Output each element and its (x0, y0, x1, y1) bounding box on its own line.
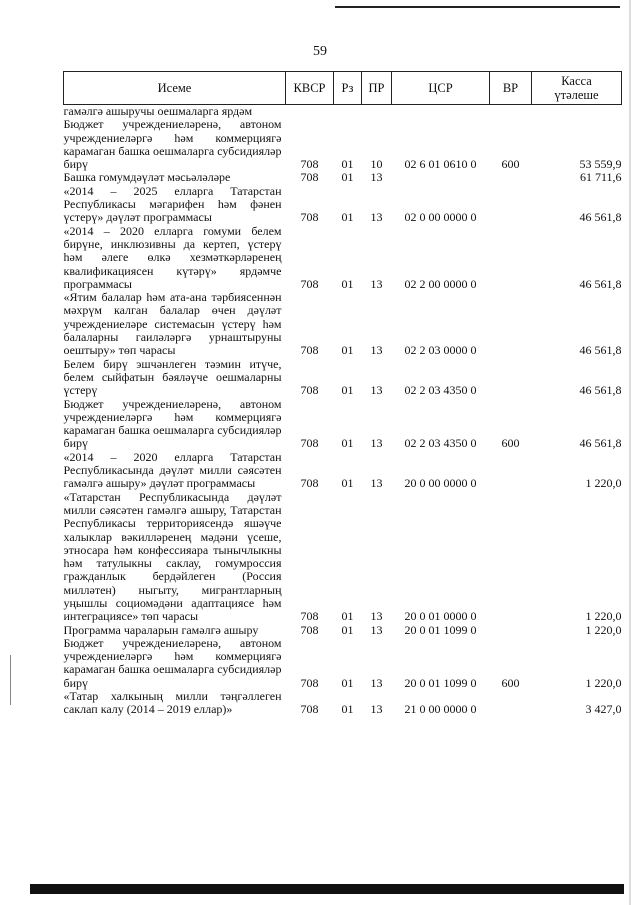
row-csr: 02 2 03 4350 0 (404, 436, 477, 451)
row-kassa: 1 220,0 (585, 675, 622, 690)
row-rz: 01 (341, 276, 354, 291)
header-csr: ЦСР (392, 72, 490, 105)
row-csr: 02 2 00 0000 0 (404, 276, 477, 291)
row-csr (392, 105, 490, 119)
row-rz: 01 (341, 476, 354, 491)
row-csr: 20 0 01 1099 0 (404, 622, 477, 637)
row-csr: 21 0 00 0000 0 (404, 702, 477, 717)
row-rz: 01 (341, 702, 354, 717)
row-rz: 01 (341, 622, 354, 637)
row-vr (490, 105, 532, 119)
row-csr: 20 0 00 0000 0 (404, 476, 477, 491)
row-kassa: 61 711,6 (579, 170, 622, 185)
row-kvsr: 708 (300, 476, 319, 491)
row-kvsr: 708 (300, 609, 319, 624)
table-row (64, 171, 622, 184)
row-pr: 13 (370, 210, 383, 225)
row-csr: 02 0 00 0000 0 (404, 210, 477, 225)
row-pr: 13 (370, 609, 383, 624)
header-pr: ПР (362, 72, 392, 105)
row-vr: 600 (501, 675, 520, 690)
row-name: Белем бирү эшчәнлеген тәэмин итүче, белем сыйфатын бәяләүче оешмаларны үстерү (63, 356, 282, 398)
row-csr: 20 0 01 1099 0 (404, 675, 477, 690)
row-vr (490, 690, 532, 717)
row-rz: 01 (341, 157, 354, 172)
row-name: Башка гомумдәүләт мәсьәләләре (63, 170, 231, 185)
row-name: Бюджет учреждениеләренә, автоном учреждениеләргә һәм коммерциягә карамаган башка оешмаларга субсидияләр бирү (63, 635, 282, 690)
margin-mark (10, 655, 11, 705)
row-kassa: 46 561,8 (579, 210, 622, 225)
row-csr (392, 171, 490, 184)
row-vr: 600 (501, 157, 520, 172)
row-vr (490, 491, 532, 624)
row-vr (490, 451, 532, 491)
row-vr: 600 (501, 436, 520, 451)
row-name: «Ятим балалар һәм ата-ана тәрбиясеннән мәхрүм калган балалар өчен дәүләт учреждениеләре системасын үстерү һәм балаларны гаиләләргә урнаштыруны оештыру» төп чарасы (63, 290, 282, 358)
row-rz: 01 (341, 210, 354, 225)
row-vr (490, 624, 532, 637)
row-kvsr: 708 (300, 343, 319, 358)
row-kvsr: 708 (300, 276, 319, 291)
page-number: 59 (313, 44, 327, 59)
row-pr: 10 (370, 157, 383, 172)
row-rz (334, 105, 362, 119)
row-rz: 01 (341, 170, 354, 185)
row-kassa: 3 427,0 (585, 702, 622, 717)
row-pr: 13 (370, 702, 383, 717)
table-row (64, 105, 622, 119)
row-name: гамәлгә ашыручы оешмаларга ярдәм (63, 104, 253, 118)
row-name: Бюджет учреждениеләренә, автоном учреждениеләргә һәм коммерциягә карамаган башка оешмаларга субсидияләр бирү (63, 117, 282, 172)
header-kvsr: КВСР (286, 72, 334, 105)
row-pr (362, 105, 392, 119)
row-vr (490, 225, 532, 291)
top-rule (335, 6, 620, 8)
row-vr (490, 171, 532, 184)
row-rz: 01 (341, 609, 354, 624)
row-kassa: 46 561,8 (579, 436, 622, 451)
table-row (64, 624, 622, 637)
row-csr: 02 2 03 0000 0 (404, 343, 477, 358)
table-body (64, 105, 622, 717)
row-csr: 02 6 01 0610 0 (404, 157, 477, 172)
row-pr: 13 (370, 675, 383, 690)
row-name: «2014 – 2025 елларга Татарстан Республикасы мәгарифен һәм фәнен үстерү» дәүләт программасы (63, 183, 282, 225)
row-pr: 13 (370, 622, 383, 637)
table-row (64, 225, 622, 291)
row-vr (490, 358, 532, 398)
header-name: Исеме (64, 72, 286, 105)
table-row (64, 637, 622, 690)
row-kvsr: 708 (300, 702, 319, 717)
row-pr: 13 (370, 436, 383, 451)
header-vr: ВР (490, 72, 532, 105)
row-kassa (532, 105, 622, 119)
row-kassa: 1 220,0 (585, 622, 622, 637)
table-row (64, 491, 622, 624)
row-kvsr: 708 (300, 170, 319, 185)
row-kvsr: 708 (300, 675, 319, 690)
row-rz: 01 (341, 343, 354, 358)
row-name: «2014 – 2020 елларга Татарстан Республикасында дәүләт милли сәясәтен гамәлгә ашыру» дәүләт программасы (63, 449, 282, 491)
row-kvsr: 708 (300, 210, 319, 225)
row-name: «Татарстан Республикасында дәүләт милли сәясәтен гамәлгә ашыру, Татарстан Республикасы территориясендә яшәүче халыклар вәкилләренең мәдәни үсеше, этносара һәм конфессияара тынычлыкны һәм татулыкны саклау, гомумроссия гражданлык бердәйлеген (Россия милләтен) ныгыту, мигрантларның уңышлы социомәдәни адаптациясе һәм интеграциясе» төп чарасы (63, 489, 282, 624)
row-kvsr: 708 (300, 622, 319, 637)
table-row (64, 451, 622, 491)
row-kassa: 1 220,0 (585, 476, 622, 491)
table-row (64, 291, 622, 357)
row-pr: 13 (370, 383, 383, 398)
row-kassa: 46 561,8 (579, 383, 622, 398)
table-header-row (64, 72, 622, 105)
row-kassa: 46 561,8 (579, 343, 622, 358)
row-csr: 20 0 01 0000 0 (404, 609, 477, 624)
row-kassa: 53 559,9 (579, 157, 622, 172)
header-kassa: Касса үтәлеше (532, 72, 622, 105)
table-row (64, 185, 622, 225)
row-pr: 13 (370, 170, 383, 185)
row-pr: 13 (370, 276, 383, 291)
table-row (64, 398, 622, 451)
row-csr: 02 2 03 4350 0 (404, 383, 477, 398)
row-vr (490, 291, 532, 357)
row-kassa: 1 220,0 (585, 609, 622, 624)
header-rz: Рз (334, 72, 362, 105)
row-name: «2014 – 2020 елларга гомуми белем бирүне, инклюзивны да кертеп, үстерү һәм әлеге өлкә хезмәткәрләренең квалификациясен күтәрү» ярдәмче программасы (63, 223, 282, 291)
row-pr: 13 (370, 343, 383, 358)
row-kvsr (286, 105, 334, 119)
row-rz: 01 (341, 383, 354, 398)
bottom-scan-bar (30, 884, 624, 894)
row-kassa: 46 561,8 (579, 276, 622, 291)
row-vr (490, 185, 532, 225)
row-kvsr: 708 (300, 157, 319, 172)
row-rz: 01 (341, 675, 354, 690)
row-rz: 01 (341, 436, 354, 451)
scan-edge (629, 0, 631, 905)
row-name: Бюджет учреждениеләренә, автоном учреждениеләргә һәм коммерциягә карамаган башка оешмаларга субсидияләр бирү (63, 396, 282, 451)
row-name: Программа чараларын гамәлгә ашыру (63, 622, 259, 637)
table-row (64, 358, 622, 398)
budget-table (63, 71, 622, 717)
table-row (64, 118, 622, 171)
table-row (64, 690, 622, 717)
row-kvsr: 708 (300, 436, 319, 451)
row-name: «Татар халкының милли тәңгәллеген саклап калу (2014 – 2019 еллар)» (63, 689, 282, 717)
row-kvsr: 708 (300, 383, 319, 398)
row-pr: 13 (370, 476, 383, 491)
